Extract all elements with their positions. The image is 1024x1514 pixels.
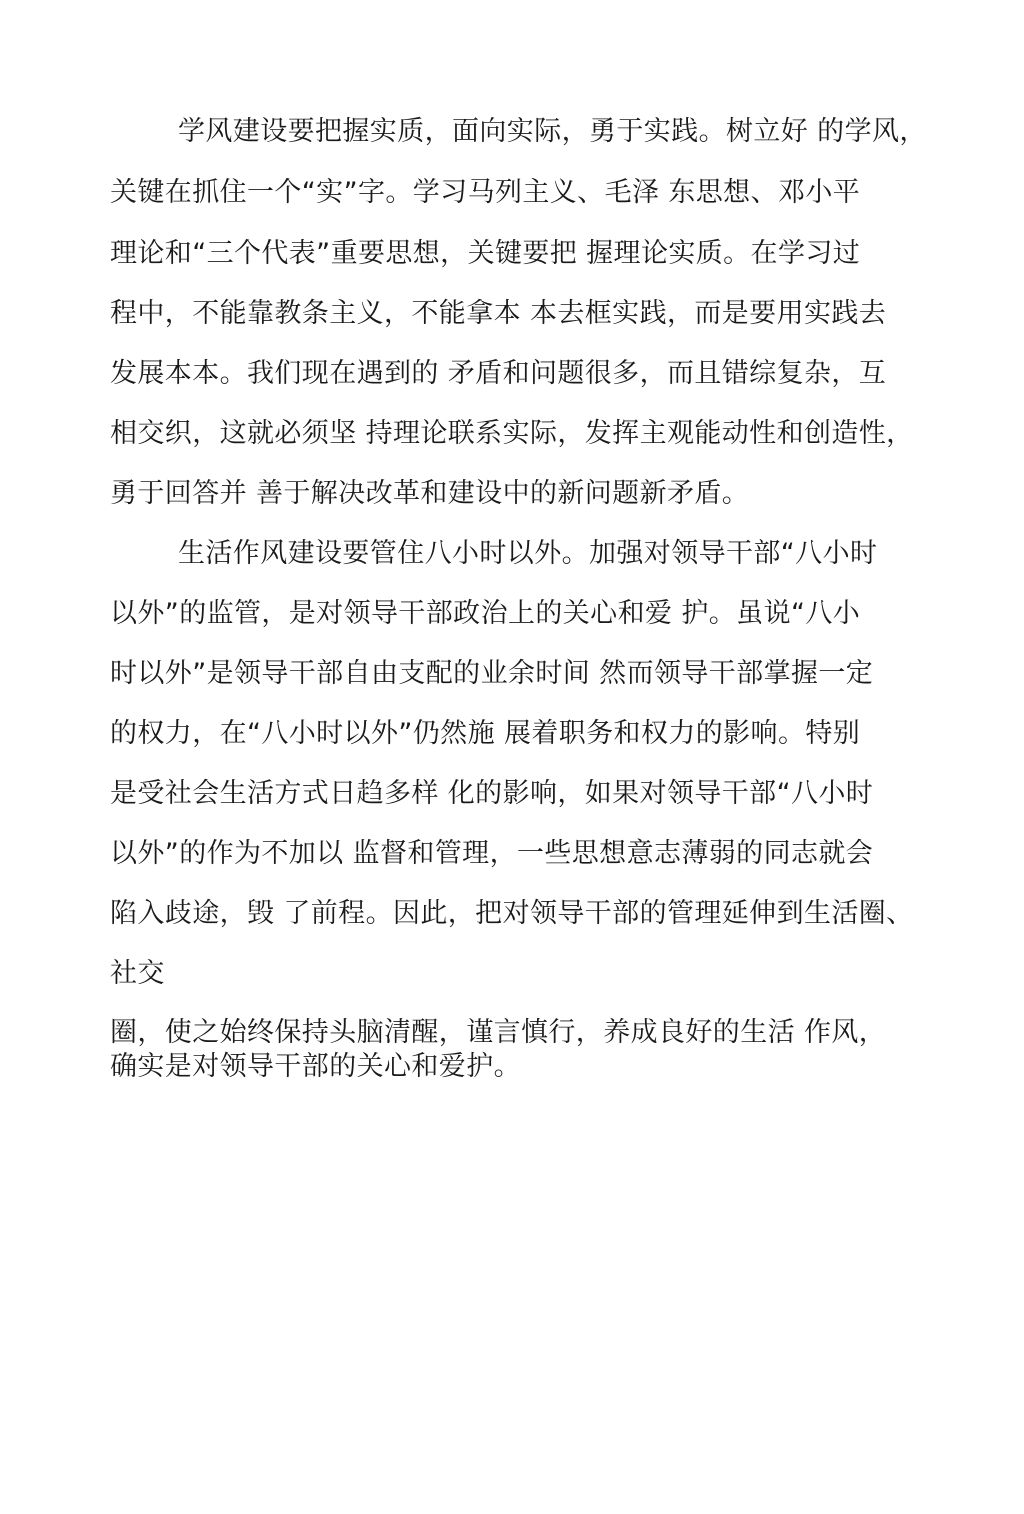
paragraph-2-line-6: 以外”的作为不加以 监督和管理，一些思想意志薄弱的同志就会 <box>110 838 874 869</box>
paragraph-1-line-7: 勇于回答并 善于解决改革和建设中的新问题新矛盾。 <box>110 478 750 509</box>
paragraph-3-line-2: 确实是对领导干部的关心和爱护。 <box>110 1051 521 1082</box>
paragraph-2-line-3: 时以外”是领导干部自由支配的业余时间 然而领导干部掌握一定 <box>110 658 874 689</box>
paragraph-2-line-1: 生活作风建设要管住八小时以外。加强对领导干部“八小时 <box>178 538 878 569</box>
paragraph-2-line-4: 的权力，在“八小时以外”仍然施 展着职务和权力的影响。特别 <box>110 718 861 749</box>
paragraph-1-line-6: 相交织，这就必须坚 持理论联系实际，发挥主观能动性和创造性， <box>110 418 914 449</box>
paragraph-1-line-4: 程中，不能靠教条主义，不能拿本 本去框实践，而是要用实践去 <box>110 298 887 329</box>
paragraph-1-line-1: 学风建设要把握实质，面向实际，勇于实践。树立好 的学风， <box>178 116 927 147</box>
paragraph-1-line-5: 发展本本。我们现在遇到的 矛盾和问题很多，而且错综复杂，互 <box>110 358 887 389</box>
paragraph-2-line-5: 是受社会生活方式日趋多样 化的影响，如果对领导干部“八小时 <box>110 778 874 809</box>
paragraph-1-line-3: 理论和“三个代表”重要思想，关键要把 握理论实质。在学习过 <box>110 238 861 269</box>
paragraph-1-line-2: 关键在抓住一个“实”字。学习马列主义、毛泽 东思想、邓小平 <box>110 177 861 208</box>
paragraph-2-line-2: 以外”的监管，是对领导干部政治上的关心和爱 护。虽说“八小 <box>110 598 861 629</box>
paragraph-2-line-8: 社交 <box>110 958 165 989</box>
paragraph-2-line-7: 陷入歧途，毁 了前程。因此，把对领导干部的管理延伸到生活圈、 <box>110 898 914 929</box>
paragraph-3-line-1: 圈，使之始终保持头脑清醒，谨言慎行，养成良好的生活 作风， <box>110 1017 887 1048</box>
